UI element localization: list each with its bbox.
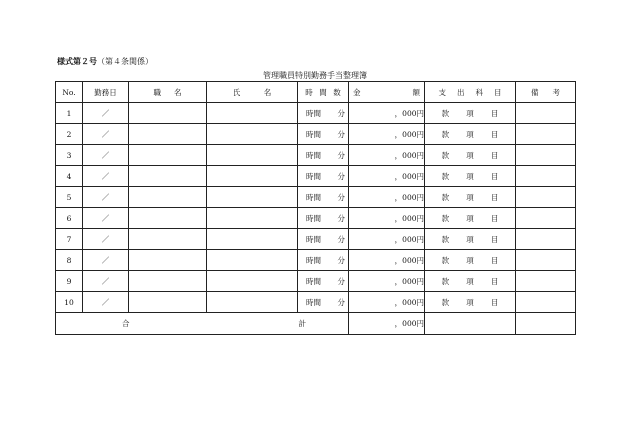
row-amount: ，000円 xyxy=(349,271,425,292)
row-name xyxy=(207,145,298,166)
row-budget: 款 項 目 xyxy=(425,124,516,145)
row-notes xyxy=(516,208,576,229)
row-date: ／ xyxy=(83,103,129,124)
form-label xyxy=(57,56,153,67)
row-budget: 款 項 目 xyxy=(425,271,516,292)
row-notes xyxy=(516,271,576,292)
row-hours: 時間 分 xyxy=(298,187,349,208)
row-name xyxy=(207,208,298,229)
row-no: 2 xyxy=(56,124,83,145)
row-position xyxy=(129,124,207,145)
row-no: 7 xyxy=(56,229,83,250)
header-name: 氏 名 xyxy=(207,82,298,103)
row-no: 5 xyxy=(56,187,83,208)
row-date: ／ xyxy=(83,187,129,208)
row-name xyxy=(207,271,298,292)
row-position xyxy=(129,271,207,292)
header-hours: 時 間 数 xyxy=(298,82,349,103)
row-no: 1 xyxy=(56,103,83,124)
row-hours: 時間 分 xyxy=(298,145,349,166)
row-name xyxy=(207,124,298,145)
table-row xyxy=(56,208,576,229)
total-budget-cell xyxy=(425,313,516,335)
row-name xyxy=(207,103,298,124)
row-date: ／ xyxy=(83,208,129,229)
row-date: ／ xyxy=(83,124,129,145)
row-date: ／ xyxy=(83,166,129,187)
row-budget: 款 項 目 xyxy=(425,103,516,124)
row-hours: 時間 分 xyxy=(298,103,349,124)
row-amount: ，000円 xyxy=(349,145,425,166)
row-no: 10 xyxy=(56,292,83,313)
row-notes xyxy=(516,103,576,124)
row-no: 4 xyxy=(56,166,83,187)
row-amount: ，000円 xyxy=(349,124,425,145)
row-name xyxy=(207,250,298,271)
table-row xyxy=(56,229,576,250)
table-row xyxy=(56,145,576,166)
row-name xyxy=(207,229,298,250)
row-notes xyxy=(516,187,576,208)
row-position xyxy=(129,166,207,187)
table-row xyxy=(56,166,576,187)
row-date: ／ xyxy=(83,145,129,166)
row-amount: ，000円 xyxy=(349,229,425,250)
row-amount: ，000円 xyxy=(349,208,425,229)
table-row xyxy=(56,292,576,313)
row-hours: 時間 分 xyxy=(298,208,349,229)
header-notes: 備 考 xyxy=(516,82,576,103)
row-no: 6 xyxy=(56,208,83,229)
row-date: ／ xyxy=(83,250,129,271)
row-amount: ，000円 xyxy=(349,103,425,124)
row-budget: 款 項 目 xyxy=(425,145,516,166)
row-budget: 款 項 目 xyxy=(425,292,516,313)
total-amount: ，000円 xyxy=(349,313,425,335)
header-position: 職 名 xyxy=(129,82,207,103)
row-position xyxy=(129,229,207,250)
row-no: 3 xyxy=(56,145,83,166)
form-reference: （第４条関係） xyxy=(97,57,153,66)
row-notes xyxy=(516,166,576,187)
row-no: 8 xyxy=(56,250,83,271)
table-row xyxy=(56,124,576,145)
row-budget: 款 項 目 xyxy=(425,166,516,187)
row-notes xyxy=(516,124,576,145)
row-hours: 時間 分 xyxy=(298,166,349,187)
row-budget: 款 項 目 xyxy=(425,250,516,271)
total-notes-cell xyxy=(516,313,576,335)
row-hours: 時間 分 xyxy=(298,292,349,313)
header-amount: 金 額 xyxy=(349,82,425,103)
table-row xyxy=(56,103,576,124)
row-position xyxy=(129,292,207,313)
row-position xyxy=(129,103,207,124)
total-row xyxy=(56,313,576,335)
row-no: 9 xyxy=(56,271,83,292)
total-label: 合 計 xyxy=(56,313,349,335)
row-notes xyxy=(516,250,576,271)
table-row xyxy=(56,271,576,292)
row-date: ／ xyxy=(83,271,129,292)
row-position xyxy=(129,250,207,271)
row-hours: 時間 分 xyxy=(298,271,349,292)
row-position xyxy=(129,187,207,208)
row-amount: ，000円 xyxy=(349,166,425,187)
row-notes xyxy=(516,229,576,250)
row-name xyxy=(207,166,298,187)
ledger-table xyxy=(55,81,576,335)
row-name xyxy=(207,187,298,208)
row-budget: 款 項 目 xyxy=(425,229,516,250)
row-hours: 時間 分 xyxy=(298,124,349,145)
row-budget: 款 項 目 xyxy=(425,187,516,208)
row-position xyxy=(129,145,207,166)
row-hours: 時間 分 xyxy=(298,229,349,250)
row-amount: ，000円 xyxy=(349,292,425,313)
row-amount: ，000円 xyxy=(349,187,425,208)
row-hours: 時間 分 xyxy=(298,250,349,271)
row-name xyxy=(207,292,298,313)
header-budget: 支 出 科 目 xyxy=(425,82,516,103)
row-notes xyxy=(516,292,576,313)
row-date: ／ xyxy=(83,292,129,313)
header-no: No. xyxy=(56,82,83,103)
form-number: 様式第２号 xyxy=(57,57,97,66)
row-date: ／ xyxy=(83,229,129,250)
row-position xyxy=(129,208,207,229)
row-amount: ，000円 xyxy=(349,250,425,271)
table-row xyxy=(56,187,576,208)
header-row xyxy=(56,82,576,103)
row-notes xyxy=(516,145,576,166)
table-row xyxy=(56,250,576,271)
document-title: 管理職員特別勤務手当整理簿 xyxy=(263,71,367,80)
header-date: 勤務日 xyxy=(83,82,129,103)
row-budget: 款 項 目 xyxy=(425,208,516,229)
